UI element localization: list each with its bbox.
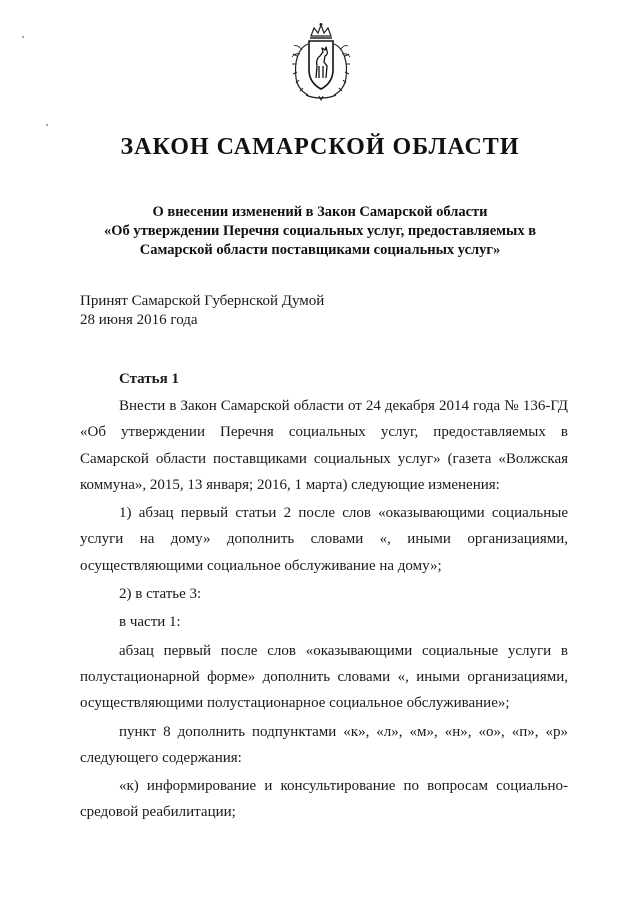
adoption-date: 28 июня 2016 года — [80, 312, 198, 328]
article-paragraph: 1) абзац первый статьи 2 после слов «оказывающими социальные услуги на дому» дополнить словами «, иными организациями, осуществляющими социальное обслуживание на дому»; — [80, 505, 568, 574]
article-heading: Статья 1 — [119, 371, 179, 387]
samara-coat-of-arms-icon — [290, 22, 352, 102]
law-subtitle — [95, 203, 545, 260]
article-body — [80, 393, 568, 826]
article-paragraph: «к) информирование и консультирование по вопросам социально-средовой реабилитации; — [80, 778, 568, 821]
subtitle-line: О внесении изменений в Закон Самарской области — [152, 204, 488, 220]
law-title: ЗАКОН САМАРСКОЙ ОБЛАСТИ — [120, 134, 520, 160]
article-paragraph: Внести в Закон Самарской области от 24 декабря 2014 года № 136-ГД «Об утверждении Перечня социальных услуг, предоставляемых в Самарской области поставщиками социальных услуг» (газета «Волжская коммуна», 2015, 13 января; 2016, 1 марта) следующие изменения: — [80, 398, 568, 493]
scan-speck — [46, 124, 48, 126]
article-paragraph: 2) в статье 3: — [119, 586, 202, 603]
subtitle-line: «Об утверждении Перечня социальных услуг, предоставляемых в — [103, 223, 537, 239]
article-paragraph: абзац первый после слов «оказывающими социальные услуги в полустационарной форме» дополнить словами «, иными организациями, осуществляющими полустационарное социальное обслуживание»; — [80, 642, 568, 712]
adoption-block — [80, 292, 480, 330]
article-paragraph: пункт 8 дополнить подпунктами «к», «л», «м», «н», «о», «п», «р» следующего содержания: — [80, 723, 568, 766]
adoption-body: Принят Самарской Губернской Думой — [80, 293, 325, 309]
subtitle-line: Самарской области поставщиками социальных услуг» — [139, 242, 501, 258]
scan-speck — [22, 36, 24, 38]
article-paragraph: в части 1: — [119, 614, 181, 631]
